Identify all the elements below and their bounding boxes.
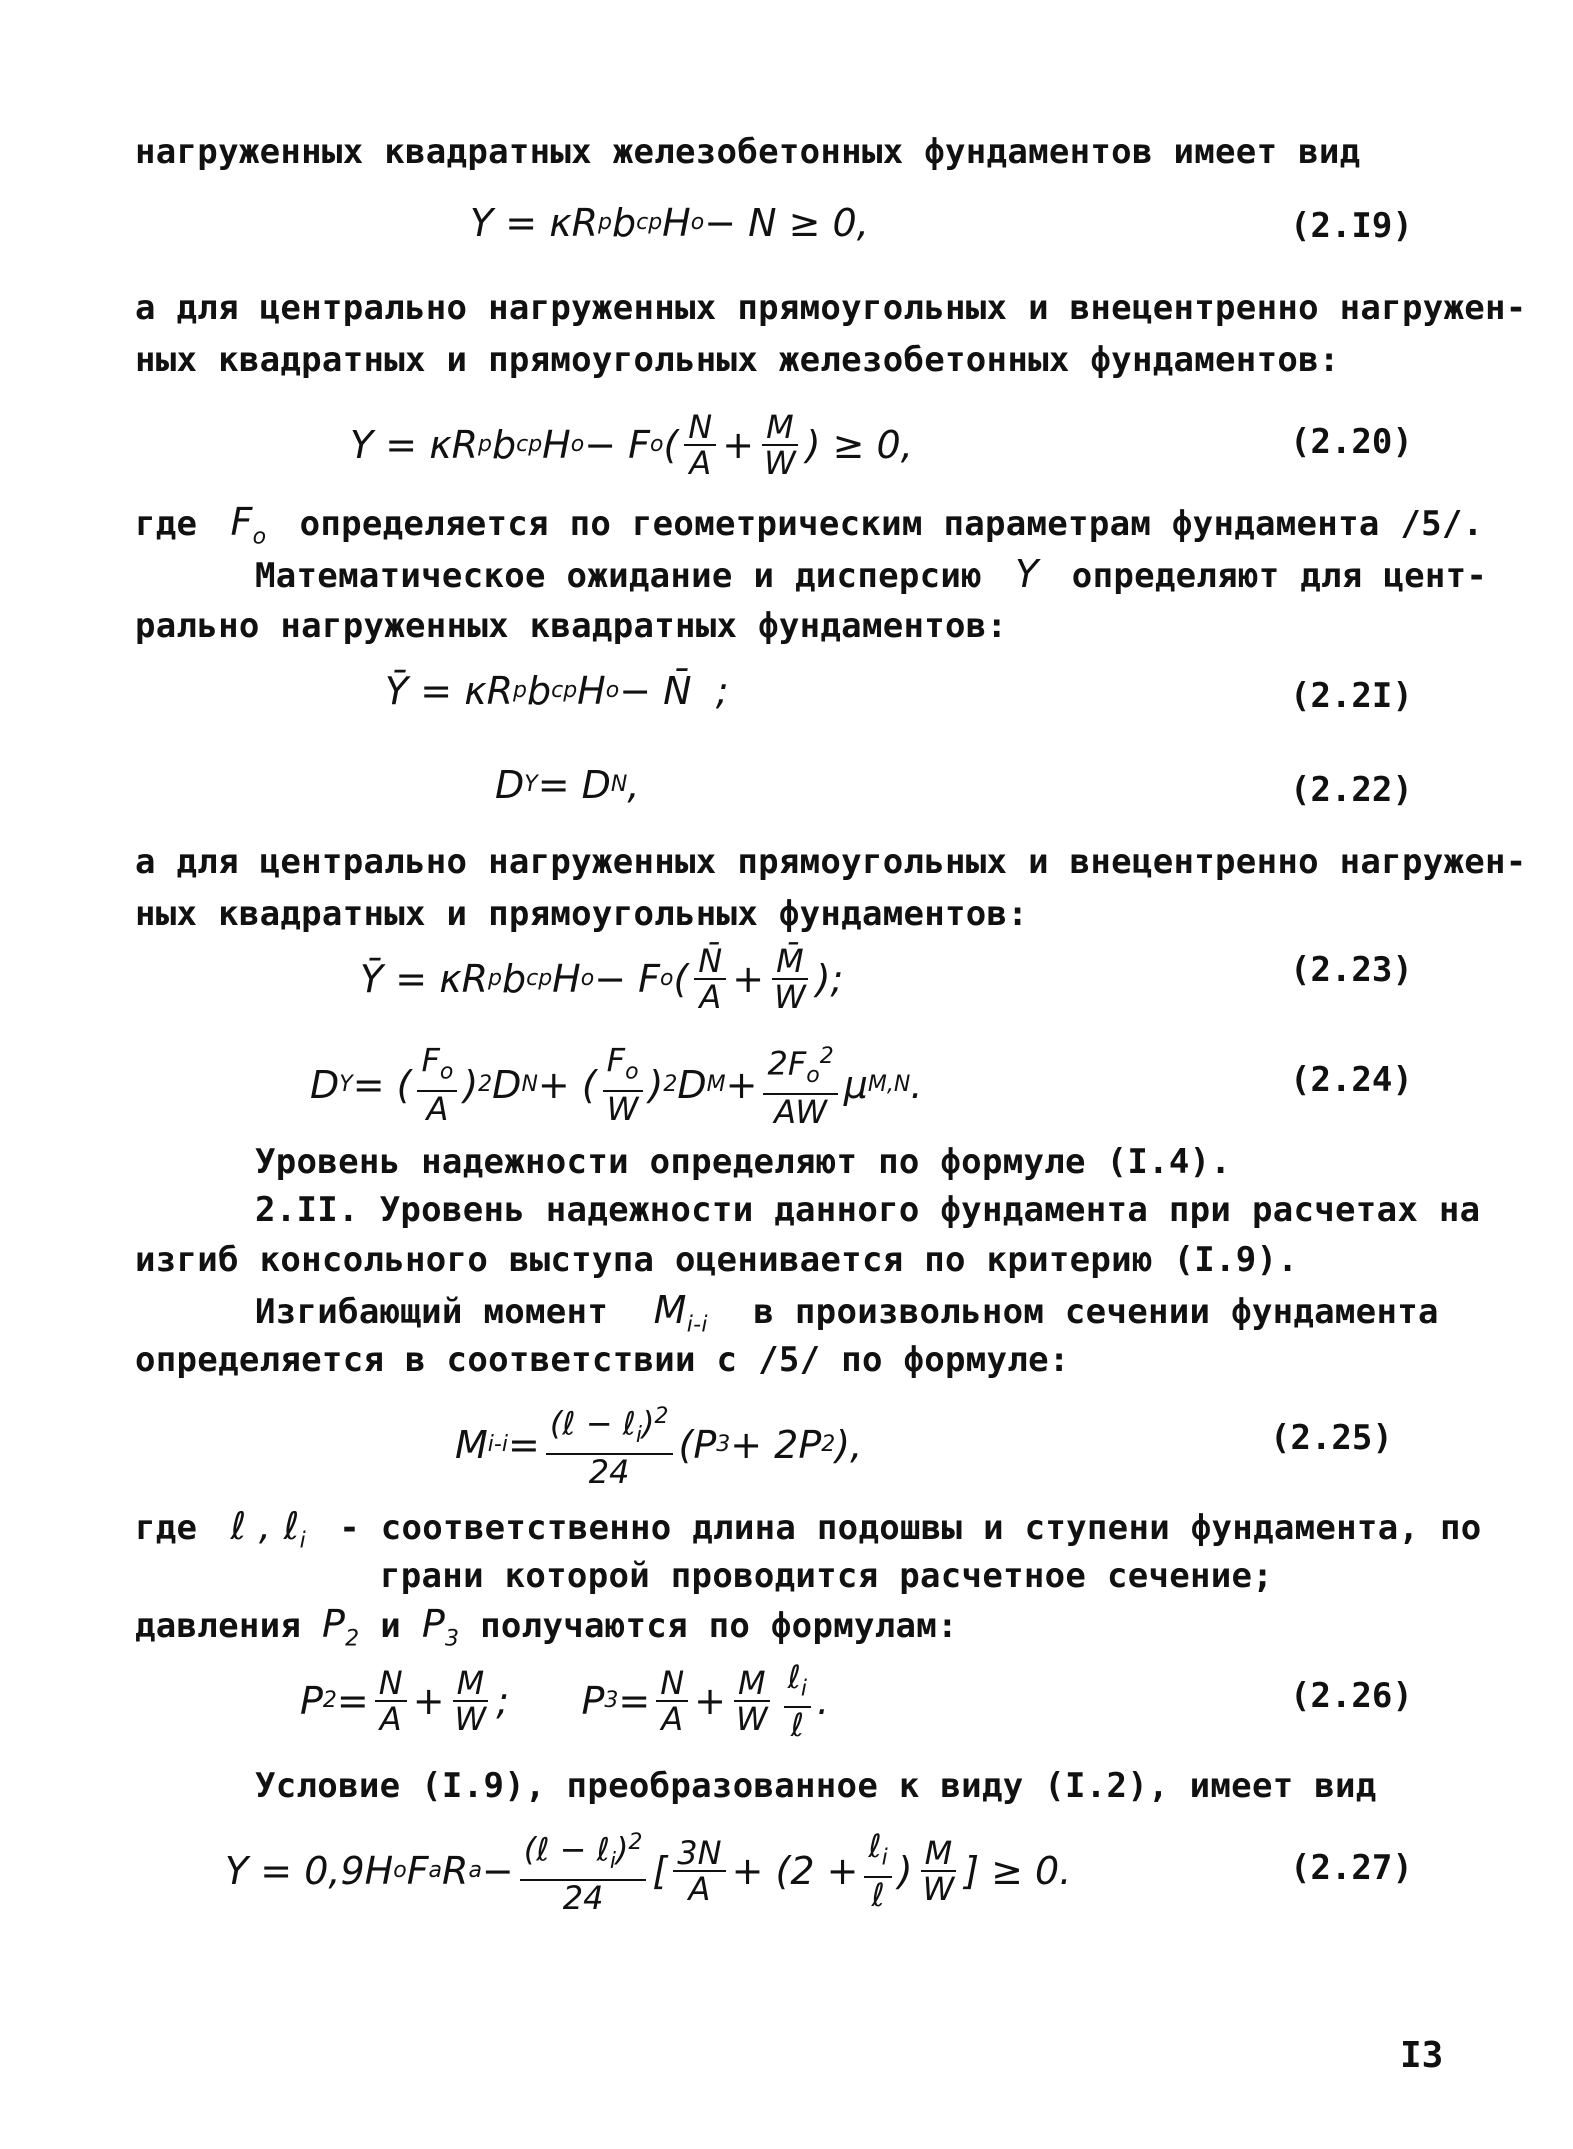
formula-2-26: P 2 = $\frac{N}{A}$ + $\frac{M}{W}$ ; P 3 = $\frac{N}{A}$ + $\frac{M}{W}$ $\frac{\ell_i}{\text{ℓ}}$ . [300, 1658, 830, 1745]
text-fragment: где [135, 504, 198, 544]
text-fragment: получаются по формулам: [480, 1606, 958, 1646]
text-fragment: Изгибающий момент [255, 1292, 609, 1332]
text-fragment: где [135, 1508, 198, 1548]
variable-l-li: ℓ , ℓ$_i$ [218, 1504, 307, 1554]
text-line: ных квадратных и прямоугольных фундаментов: [135, 894, 1029, 934]
text-line [135, 1604, 958, 1660]
text-line: а для центрально нагруженных прямоугольных и внецентренно нагружен- [135, 842, 1527, 882]
equation-number: (2.I9) [1290, 206, 1413, 246]
text-fragment: - соответственно длина подошвы и ступени фундамента, по [339, 1508, 1482, 1548]
equation-number: (2.23) [1290, 950, 1413, 990]
text-line: определяется в соответствии с /5/ по формуле: [135, 1340, 1070, 1380]
formula-2-22: D Y = D N , [495, 763, 640, 807]
formula-2-23: Ȳ = κR p b cp H o − F o ( $\frac{N̄}{A}$ + $\frac{M̄}{W}$ ); [360, 942, 844, 1016]
equation-number: (2.22) [1290, 770, 1413, 810]
formula-2-20: Y = κR p b cp H o − F o ( $\frac{N}{A}$ + $\frac{M}{W}$ ) ≥ 0, [350, 408, 913, 482]
text-fragment: давления [135, 1606, 302, 1646]
text-line [255, 1290, 1439, 1346]
variable-y: Y [1002, 552, 1052, 596]
formula-2-21: Ȳ = κR p b cp H o − N̄ ; [385, 669, 729, 713]
formula-2-19: Y = κR p b cp H o − N ≥ 0, [470, 201, 869, 245]
formula-2-24: D Y = ( $\frac{F_o}{A}$ ) 2 D N + ( $\frac{F_o}{W}$ ) 2 D M + $\frac{2F_o^2}{AW}$ μ M,N . [310, 1041, 923, 1132]
text-line: грани которой проводится расчетное сечение; [380, 1556, 1274, 1596]
text-line [135, 502, 1483, 558]
text-line: 2.II. Уровень надежности данного фундамента при расчетах на [255, 1190, 1481, 1230]
equation-number: (2.2I) [1290, 676, 1413, 716]
text-line: Уровень надежности определяют по формуле (I.4). [255, 1142, 1232, 1182]
equation-number: (2.27) [1290, 1848, 1413, 1888]
text-fragment: Математическое ожидание и дисперсию [255, 556, 982, 596]
text-line: нагруженных квадратных железобетонных фундаментов имеет вид [135, 132, 1361, 172]
formula-2-27: Y = 0,9H o F a R a − $\frac{(\ell - \ell_i)^2}{24}$ [ $\frac{3N}{A}$ + (2 + $\frac{\ell_i}{\text{ℓ}}$ ) $\frac{M}{W}$ ] ≥ 0. [225, 1827, 1072, 1918]
text-line: Условие (I.9), преобразованное к виду (I.2), имеет вид [255, 1766, 1377, 1806]
text-line: ных квадратных и прямоугольных железобетонных фундаментов: [135, 340, 1340, 380]
text-line: рально нагруженных квадратных фундаментов: [135, 606, 1008, 646]
text-line [135, 1506, 1482, 1562]
text-fragment: в произвольном сечении фундамента [753, 1292, 1439, 1332]
text-line: а для центрально нагруженных прямоугольных и внецентренно нагружен- [135, 288, 1527, 328]
variable-f0: $F_o$ [218, 500, 267, 550]
text-line [255, 554, 1487, 596]
equation-number: (2.24) [1290, 1060, 1413, 1100]
equation-number: (2.25) [1270, 1418, 1393, 1458]
equation-number: (2.20) [1290, 422, 1413, 462]
variable-p3: $P_3$ [421, 1602, 460, 1652]
equation-number: (2.26) [1290, 1676, 1413, 1716]
text-fragment: определяется по геометрическим параметрам фундамента /5/. [299, 504, 1484, 544]
formula-2-25: M i-i = $\frac{(\ell - \ell_i)^2}{24}$ (P 3 + 2P 2 ), [455, 1400, 862, 1489]
variable-p2: $P_2$ [321, 1602, 360, 1652]
page-number: I3 [1400, 2035, 1444, 2076]
text-fragment: и [380, 1606, 402, 1646]
text-fragment: определяют для цент- [1071, 556, 1488, 596]
text-line: изгиб консольного выступа оценивается по критерию (I.9). [135, 1240, 1299, 1280]
variable-m-i-i: $M_{i-i}$ [628, 1288, 708, 1338]
